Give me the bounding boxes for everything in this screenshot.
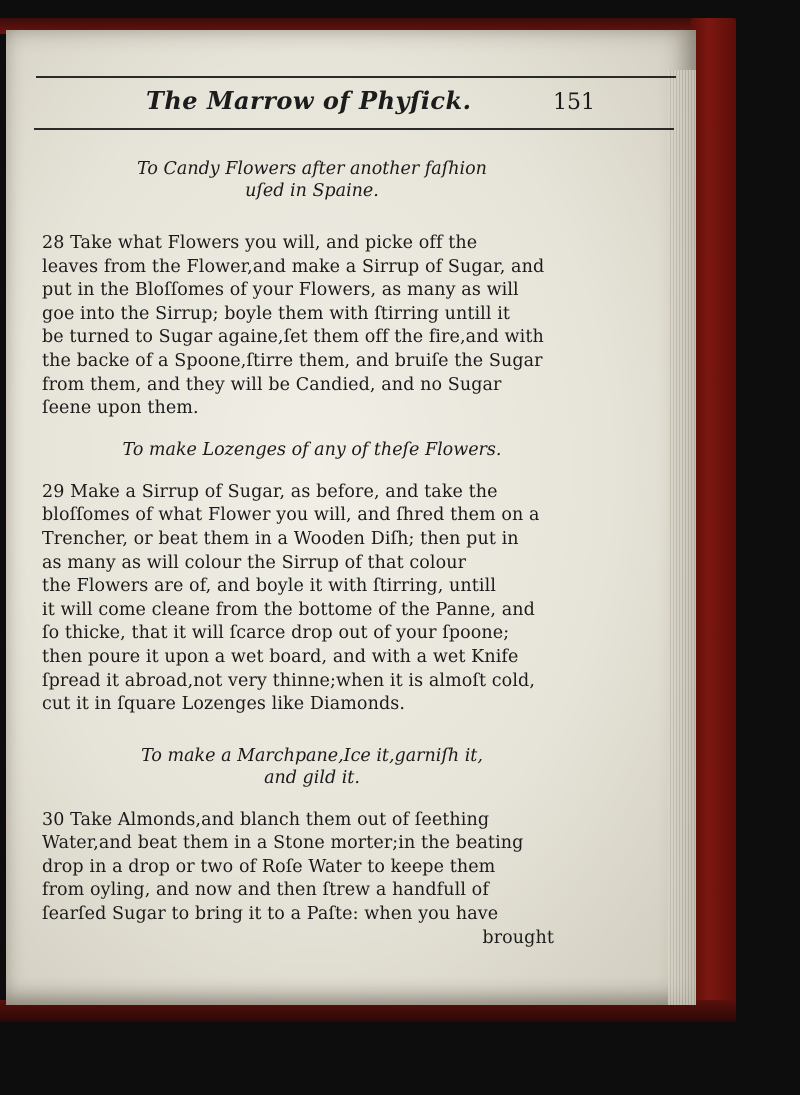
text-line: as many as will colour the Sirrup of that colour — [42, 552, 467, 573]
text-line: the Flowers are of, and boyle it with ſtirring, untill — [42, 576, 497, 597]
header-rule-top — [36, 76, 676, 78]
text-line: 29 Make a Sirrup of Sugar, as before, and take the — [42, 481, 498, 502]
recipe-heading — [42, 439, 562, 461]
page-edges — [668, 70, 696, 1005]
recipe-heading — [42, 745, 562, 789]
text-line: it will come cleane from the bottome of the Panne, and — [42, 599, 535, 620]
text-line: 28 Take what Flowers you will, and picke off the — [42, 233, 478, 253]
book-page — [6, 30, 696, 1005]
text-line: the backe of a Spoone,ſtirre them, and bruiſe the Sugar — [42, 350, 543, 371]
text-line: Water,and beat them in a Stone morter;in the beating — [42, 833, 524, 854]
text-line: ſpread it abroad,not very thinne;when it is almoſt cold, — [42, 670, 535, 691]
text-line: then poure it upon a wet board, and with a wet Knife — [42, 646, 519, 667]
text-line: ſo thicke, that it will ſcarce drop out of your ſpoone; — [42, 623, 510, 644]
heading-line: To make a Marchpane,Ice it,garniſh it, — [141, 745, 483, 766]
recipe-paragraph — [42, 232, 562, 421]
text-line: from oyling, and now and then ſtrew a handfull of — [42, 880, 489, 901]
heading-line: uſed in Spaine. — [245, 181, 379, 201]
text-line: leaves from the Flower,and make a Sirrup of Sugar, and — [42, 256, 545, 277]
text-line: drop in a drop or two of Roſe Water to keepe them — [42, 856, 496, 877]
text-line: 30 Take Almonds,and blanch them out of ſeething — [42, 809, 490, 830]
text-line: ſeene upon them. — [42, 398, 199, 419]
text-line: Trencher, or beat them in a Wooden Diſh; then put in — [42, 528, 519, 549]
text-line: cut it in ſquare Lozenges like Diamonds. — [42, 694, 405, 715]
text-line: bloſſomes of what Flower you will, and ſhred them on a — [42, 505, 540, 526]
recipe-paragraph — [42, 481, 562, 717]
heading-line: To Candy Flowers after another faſhion — [137, 159, 487, 179]
book-cover-spine — [690, 18, 736, 1018]
recipe-paragraph — [42, 809, 562, 951]
page-number: 151 — [553, 90, 595, 115]
heading-line: and gild it. — [264, 767, 360, 788]
text-line: put in the Bloſſomes of your Flowers, as many as will — [42, 280, 519, 301]
page-header — [6, 84, 696, 124]
heading-line: To make Lozenges of any of theſe Flowers. — [122, 439, 502, 460]
text-line: goe into the Sirrup; boyle them with ſtirring untill it — [42, 303, 511, 324]
running-title: The Marrow of Phyſick. — [146, 86, 472, 115]
page-text — [42, 142, 562, 950]
text-line: ſearſed Sugar to bring it to a Paſte: when you have — [42, 904, 499, 925]
recipe-heading — [42, 158, 562, 202]
header-rule-bottom — [34, 128, 674, 130]
text-line: be turned to Sugar againe,ſet them off the fire,and with — [42, 327, 544, 348]
catchword: brought — [482, 927, 554, 948]
text-line: from them, and they will be Candied, and no Sugar — [42, 374, 502, 395]
